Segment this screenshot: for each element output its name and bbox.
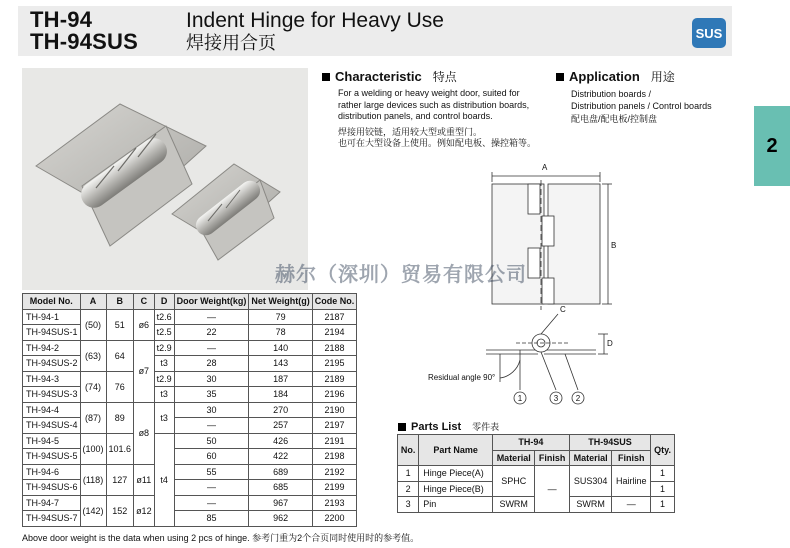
cell-d: t3 [154,387,174,403]
cell-a: (100) [80,433,106,464]
characteristic-line-cn: 焊接用铰链，适用较大型或重型门。 [338,126,483,137]
cell-d: t3 [154,402,174,433]
table-row [23,464,357,480]
application-line: Distribution boards / [571,89,652,99]
cell-code: 2188 [312,340,357,356]
cell-b: 127 [106,464,134,495]
cell-model: TH-94SUS-4 [23,418,81,434]
cell-material: SPHC [492,466,535,497]
cell-model: TH-94-6 [23,464,81,480]
model-title-th94sus: TH-94SUS [30,29,138,54]
watermark: 赫尔（深圳）贸易有限公司 [275,262,527,286]
cell-c: ø12 [134,495,155,526]
cell-c: ø8 [134,402,155,464]
cell-model: TH-94SUS-6 [23,480,81,496]
cell-net: 78 [249,325,312,341]
cell-door: 35 [174,387,249,403]
cell-d: t2.5 [154,325,174,341]
cell-no: 1 [398,466,419,482]
table-row [23,449,357,465]
cell-model: TH-94SUS-7 [23,511,81,527]
cell-net: 143 [249,356,312,372]
cell-b: 89 [106,402,134,433]
characteristic-heading [322,68,457,85]
cell-a: (142) [80,495,106,526]
cell-qty: 1 [651,497,675,513]
cell-c: ø11 [134,464,155,495]
cell-code: 2187 [312,309,357,325]
col-header: D [154,294,174,310]
cell-model: TH-94-2 [23,340,81,356]
col-header-part: Part Name [419,435,493,466]
col-header: B [106,294,134,310]
callout-3: 3 [553,394,559,403]
table-row [23,402,357,418]
table-row [23,418,357,434]
parts-list-heading [398,420,499,433]
cell-d: t2.6 [154,309,174,325]
square-bullet-icon [322,73,330,81]
cell-model: TH-94-7 [23,495,81,511]
col-header-th94: TH-94 [492,435,569,451]
cell-model: TH-94-4 [23,402,81,418]
cell-no: 2 [398,481,419,497]
col-header-th94sus: TH-94SUS [569,435,650,451]
cell-net: 270 [249,402,312,418]
cell-finish-sus: — [612,497,651,513]
cell-code: 2194 [312,325,357,341]
cell-c: ø7 [134,340,155,402]
cell-model: TH-94-5 [23,433,81,449]
cell-model: TH-94SUS-2 [23,356,81,372]
cell-qty: 1 [651,481,675,497]
square-bullet-icon [556,73,564,81]
cell-part-name: Hinge Piece(B) [419,481,493,497]
cell-part-name: Hinge Piece(A) [419,466,493,482]
cell-part-name: Pin [419,497,493,513]
cell-code: 2192 [312,464,357,480]
table-row [23,433,357,449]
cell-code: 2199 [312,480,357,496]
characteristic-text [338,88,536,150]
cell-code: 2189 [312,371,357,387]
callout-1: 1 [517,394,523,403]
cell-finish-sus: Hairline [612,466,651,497]
cell-door: — [174,418,249,434]
cell-no: 3 [398,497,419,513]
cell-a: (63) [80,340,106,371]
parts-table [397,434,675,513]
cell-net: 184 [249,387,312,403]
cell-a: (74) [80,371,106,402]
cell-door: — [174,480,249,496]
cell-code: 2197 [312,418,357,434]
cell-finish: — [535,466,569,513]
characteristic-line: rather large devices such as distribution boards, [338,99,530,110]
product-photo [22,68,308,290]
characteristic-title: Characteristic [335,69,422,84]
cell-material: SWRM [492,497,535,513]
table-row [23,340,357,356]
model-title-th94: TH-94 [30,7,93,32]
cell-code: 2191 [312,433,357,449]
col-header-material: Material [492,450,535,466]
cell-door: 60 [174,449,249,465]
dim-label-d: D [607,339,613,348]
col-header: A [80,294,106,310]
spec-header-row [23,294,357,310]
footnote: Above door weight is the data when using 2 pcs of hinge. 参考门重为2个合页同时使用时的参考值。 [22,533,420,543]
table-row [23,495,357,511]
dim-label-a: A [542,163,548,172]
cell-material-sus: SUS304 [569,466,612,497]
cell-door: 30 [174,371,249,387]
cell-door: — [174,340,249,356]
table-row [23,480,357,496]
cell-door: 50 [174,433,249,449]
cell-net: 422 [249,449,312,465]
cell-b: 51 [106,309,134,340]
application-heading [556,68,675,85]
cell-net: 140 [249,340,312,356]
sus-badge: SUS [692,18,726,48]
characteristic-line: distribution panels, and control boards. [338,111,493,121]
residual-angle-label: Residual angle 90° [428,373,496,382]
cell-qty: 1 [651,466,675,482]
product-name-en: Indent Hinge for Heavy Use [186,9,444,32]
col-header: Door Weight(kg) [174,294,249,310]
application-line-cn: 配电盘/配电板/控制盘 [571,114,658,124]
cell-d: t4 [154,433,174,526]
parts-list-title-cn: 零件表 [472,422,500,432]
col-header-material: Material [569,450,612,466]
cell-net: 967 [249,495,312,511]
parts-header-row [398,435,675,451]
technical-drawing [420,160,620,420]
cell-model: TH-94SUS-3 [23,387,81,403]
square-bullet-icon [398,423,406,431]
col-header: Model No. [23,294,81,310]
dim-label-b: B [611,241,617,250]
cell-a: (87) [80,402,106,433]
cell-material-sus: SWRM [569,497,612,513]
application-text [571,89,712,126]
cell-net: 187 [249,371,312,387]
table-row [23,356,357,372]
cell-door: 85 [174,511,249,527]
chapter-tab: 2 [754,106,790,186]
cell-net: 685 [249,480,312,496]
table-row [23,511,357,527]
col-header: Net Weight(g) [249,294,312,310]
spec-table [22,293,357,527]
cell-door: 28 [174,356,249,372]
cell-d: t3 [154,356,174,372]
cell-code: 2196 [312,387,357,403]
cell-net: 962 [249,511,312,527]
table-row [23,387,357,403]
hinge-photo-illustration [22,68,308,290]
cell-d: t2.9 [154,340,174,356]
table-row [23,325,357,341]
cell-door: — [174,495,249,511]
callout-2: 2 [575,394,581,403]
cell-code: 2200 [312,511,357,527]
col-header-no: No. [398,435,419,466]
cell-model: TH-94SUS-5 [23,449,81,465]
cell-door: — [174,309,249,325]
cell-door: 30 [174,402,249,418]
cell-code: 2195 [312,356,357,372]
cell-b: 152 [106,495,134,526]
col-header: Code No. [312,294,357,310]
cell-model: TH-94SUS-1 [23,325,81,341]
application-title-cn: 用途 [650,70,675,84]
col-header-finish: Finish [535,450,569,466]
cell-net: 79 [249,309,312,325]
cell-door: 55 [174,464,249,480]
product-name-cn: 焊接用合页 [186,33,276,53]
characteristic-title-cn: 特点 [432,70,457,84]
characteristic-line: For a welding or heavy weight door, suited for [338,88,520,98]
table-row [23,371,357,387]
col-header-qty: Qty. [651,435,675,466]
cell-code: 2190 [312,402,357,418]
cell-net: 689 [249,464,312,480]
cell-door: 22 [174,325,249,341]
cell-code: 2198 [312,449,357,465]
cell-b: 101.6 [106,433,134,464]
cell-net: 426 [249,433,312,449]
cell-net: 257 [249,418,312,434]
col-header: C [134,294,155,310]
cell-a: (118) [80,464,106,495]
application-title: Application [569,69,640,84]
cell-b: 76 [106,371,134,402]
dim-label-c: C [560,305,566,314]
application-line: Distribution panels / Control boards [571,100,712,111]
table-row [23,309,357,325]
table-row [398,466,675,482]
parts-list-title: Parts List [411,420,462,433]
col-header-finish: Finish [612,450,651,466]
cell-a: (50) [80,309,106,340]
cell-d: t2.9 [154,371,174,387]
cell-code: 2193 [312,495,357,511]
cell-b: 64 [106,340,134,371]
cell-model: TH-94-3 [23,371,81,387]
cell-model: TH-94-1 [23,309,81,325]
cell-c: ø6 [134,309,155,340]
characteristic-line-cn: 也可在大型设备上使用。例如配电板、操控箱等。 [338,138,537,148]
